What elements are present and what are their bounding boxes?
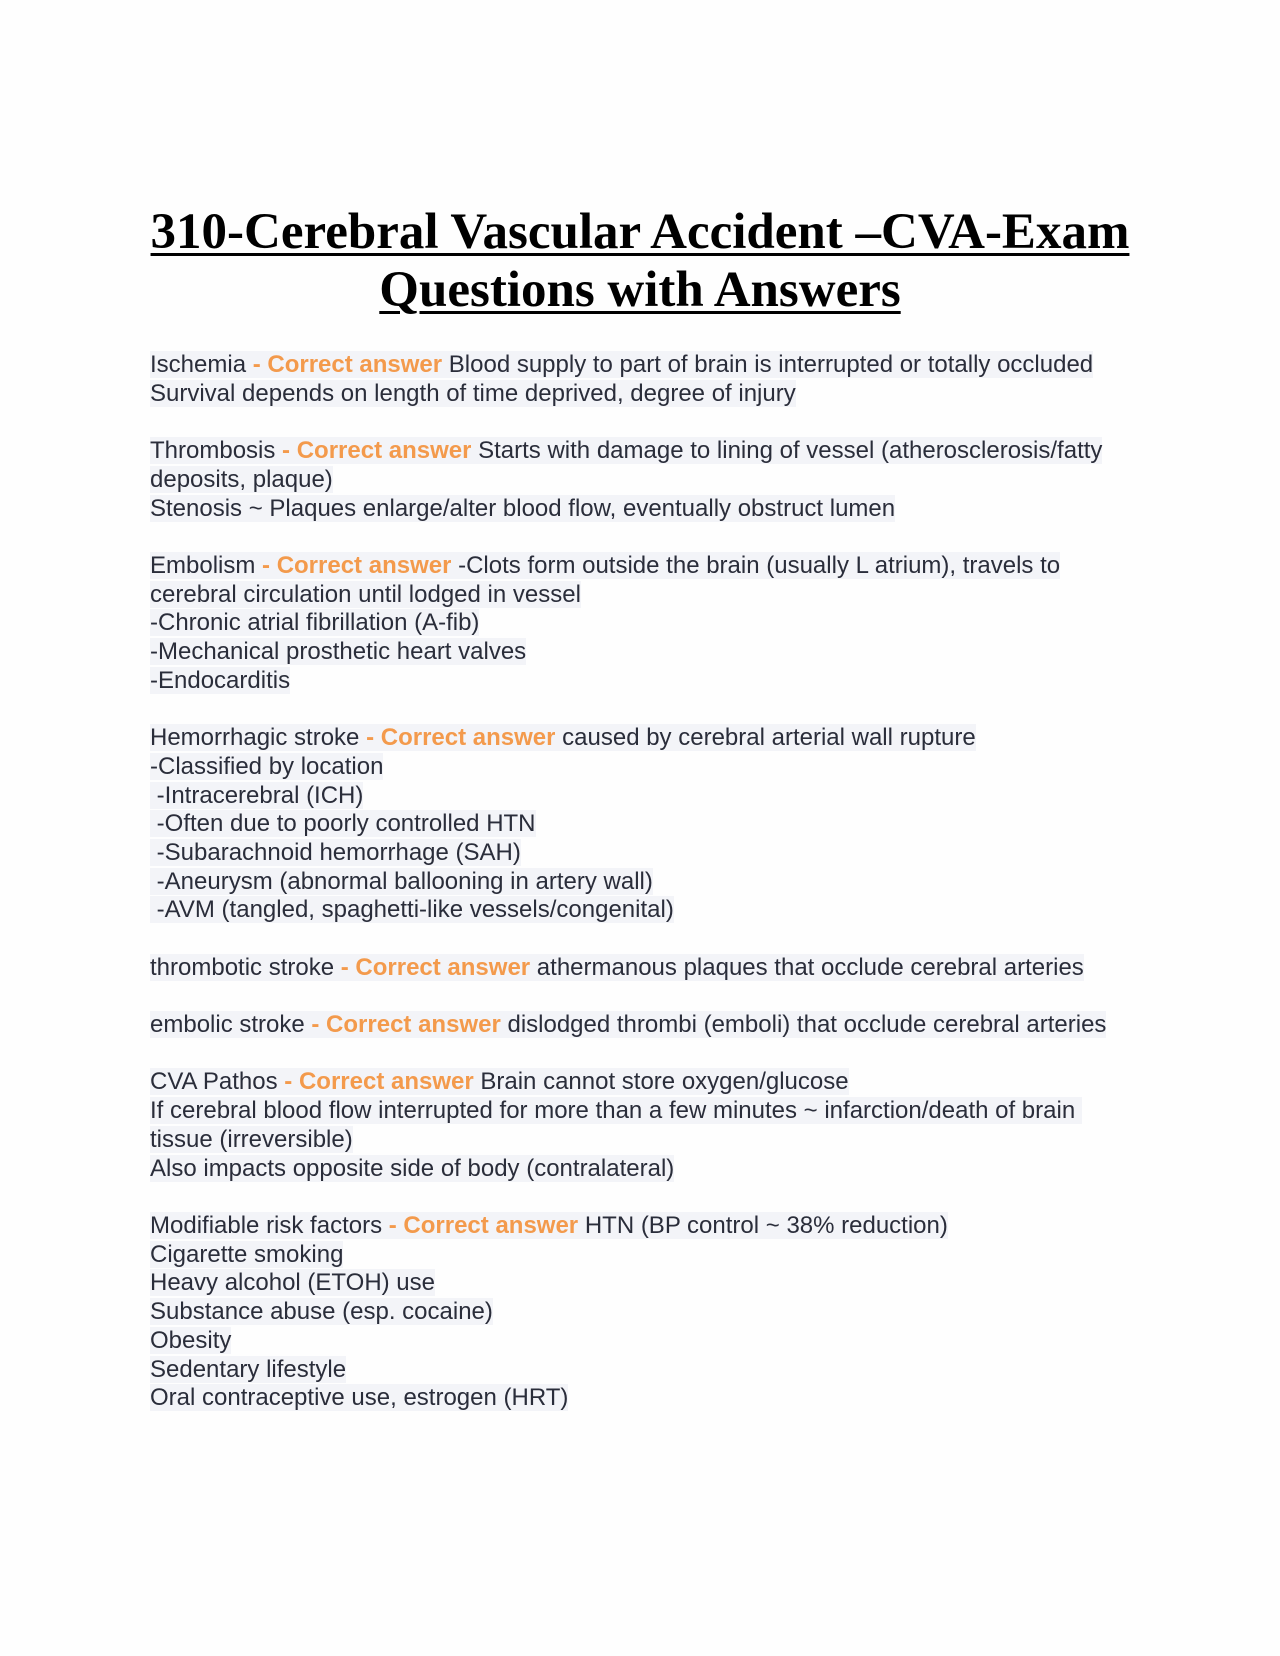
correct-answer-label: - Correct answer	[284, 1068, 474, 1096]
qa-answer-line	[150, 810, 1140, 839]
qa-answer-text: -Intracerebral (ICH)	[150, 781, 364, 809]
correct-answer-label: - Correct answer	[340, 953, 531, 981]
title-line-1: 310-Cerebral Vascular Accident –CVA-Exam	[150, 204, 1130, 260]
correct-answer-label: - Correct answer	[262, 551, 452, 579]
qa-answer-line	[150, 609, 1140, 638]
qa-term: Thrombosis	[150, 437, 283, 465]
qa-answer-text: Also impacts opposite side of body (contralateral)	[150, 1154, 675, 1182]
qa-answer: Brain cannot store oxygen/glucose	[473, 1068, 849, 1096]
qa-answer-line	[150, 1155, 1140, 1184]
qa-answer-line	[150, 868, 1140, 897]
qa-first-line	[150, 1068, 1140, 1097]
qa-entry	[150, 552, 1140, 696]
qa-answer: caused by cerebral arterial wall rupture	[555, 724, 976, 752]
qa-term: CVA Pathos	[150, 1068, 285, 1096]
qa-answer-text: If cerebral blood flow interrupted for more than a few minutes ~ infarction/death of brain tissue (irreversible)	[150, 1097, 1082, 1153]
qa-answer-line	[150, 896, 1140, 925]
qa-answer-line	[150, 380, 1140, 409]
correct-answer-label: - Correct answer	[282, 437, 472, 465]
qa-answer-line	[150, 782, 1140, 811]
qa-answer-line	[150, 753, 1140, 782]
qa-answer-text: Obesity	[150, 1326, 232, 1354]
qa-answer-text: Survival depends on length of time deprived, degree of injury	[150, 379, 796, 407]
qa-answer: Starts with damage to lining of vessel (atherosclerosis/fatty deposits, plaque)	[150, 437, 1103, 493]
qa-answer-text: Cigarette smoking	[150, 1240, 344, 1268]
qa-answer-text: -Often due to poorly controlled HTN	[150, 810, 536, 838]
qa-answer-text: -Mechanical prosthetic heart valves	[150, 638, 527, 665]
qa-entry	[150, 437, 1140, 523]
correct-answer-label: - Correct answer	[252, 351, 443, 378]
correct-answer-label: - Correct answer	[311, 1011, 501, 1039]
qa-answer-text: Sedentary lifestyle	[150, 1355, 347, 1383]
qa-answer: athermanous plaques that occlude cerebral arteries	[530, 953, 1084, 981]
qa-answer-text: -AVM (tangled, spaghetti-like vessels/congenital)	[150, 896, 674, 924]
qa-answer-line	[150, 1269, 1140, 1298]
qa-answer: -Clots form outside the brain (usually L atrium), travels to cerebral circulation until lodged in vessel	[150, 551, 1061, 608]
qa-answer-text: Substance abuse (esp. cocaine)	[150, 1298, 493, 1326]
qa-term: Embolism	[150, 551, 263, 579]
qa-answer-line	[150, 1384, 1140, 1413]
correct-answer-label: - Correct answer	[388, 1211, 579, 1239]
qa-answer-line	[150, 1327, 1140, 1356]
qa-answer: HTN (BP control ~ 38% reduction)	[578, 1211, 948, 1239]
qa-answer-text: Stenosis ~ Plaques enlarge/alter blood flow, eventually obstruct lumen	[150, 494, 896, 522]
title-line-2: Questions with Answers	[379, 262, 901, 318]
qa-answer-text: Heavy alcohol (ETOH) use	[150, 1269, 435, 1297]
qa-entry	[150, 1068, 1140, 1183]
qa-first-line	[150, 954, 1140, 983]
qa-entry	[150, 351, 1140, 408]
qa-answer-line	[150, 638, 1140, 667]
qa-answer: dislodged thrombi (emboli) that occlude cerebral arteries	[500, 1011, 1107, 1039]
qa-answer-text: -Aneurysm (abnormal ballooning in artery wall)	[150, 867, 653, 895]
correct-answer-label: - Correct answer	[366, 724, 556, 752]
qa-entry	[150, 1011, 1140, 1040]
qa-answer-line	[150, 1097, 1140, 1154]
qa-entry	[150, 724, 1140, 925]
qa-answer-text: -Endocarditis	[150, 666, 291, 694]
qa-entry	[150, 1212, 1140, 1413]
qa-answer-line	[150, 667, 1140, 696]
qa-term: Modifiable risk factors	[150, 1211, 389, 1239]
qa-answer: Blood supply to part of brain is interrupted or totally occluded	[442, 351, 1094, 378]
qa-answer-line	[150, 839, 1140, 868]
qa-first-line	[150, 437, 1140, 494]
qa-answer-line	[150, 1241, 1140, 1270]
qa-entry	[150, 954, 1140, 983]
qa-term: Hemorrhagic stroke	[150, 724, 367, 752]
qa-answer-text: -Subarachnoid hemorrhage (SAH)	[150, 838, 521, 866]
qa-first-line	[150, 724, 1140, 753]
qa-first-line	[150, 552, 1140, 609]
qa-answer-line	[150, 1298, 1140, 1327]
qa-term: thrombotic stroke	[150, 953, 341, 981]
qa-answer-line	[150, 1356, 1140, 1385]
qa-first-line	[150, 1212, 1140, 1241]
page-title	[120, 203, 1160, 319]
qa-answer-line	[150, 495, 1140, 524]
qa-term: Ischemia	[150, 351, 253, 378]
qa-term: embolic stroke	[150, 1011, 312, 1039]
qa-first-line	[150, 351, 1140, 380]
qa-answer-text: -Chronic atrial fibrillation (A-fib)	[150, 609, 480, 637]
qa-answer-text: Oral contraceptive use, estrogen (HRT)	[150, 1384, 569, 1412]
qa-first-line	[150, 1011, 1140, 1040]
qa-answer-text: -Classified by location	[150, 752, 384, 780]
qa-list	[150, 351, 1140, 1442]
